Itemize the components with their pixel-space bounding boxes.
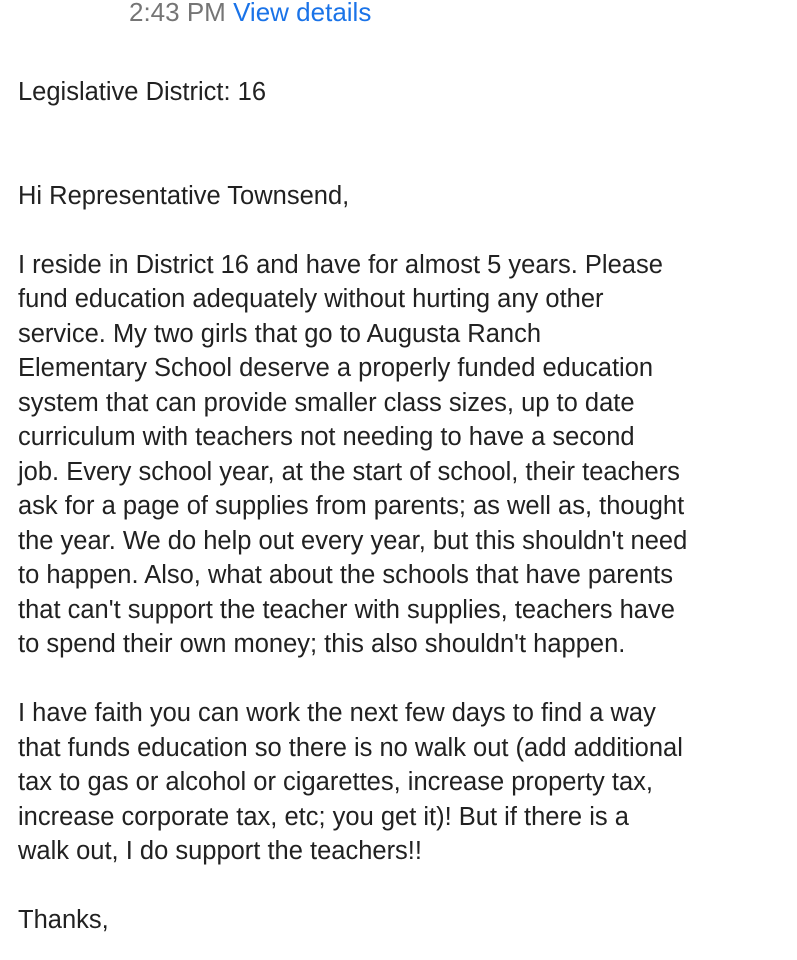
greeting: Hi Representative Townsend, xyxy=(18,181,350,210)
district-line: Legislative District: 16 xyxy=(18,78,267,106)
view-details-link[interactable]: View details xyxy=(233,0,372,27)
paragraph-line: system that can provide smaller class sizes, up to date xyxy=(18,388,635,417)
paragraph-line: to spend their own money; this also shouldn't happen. xyxy=(18,630,626,658)
paragraph-line: I reside in District 16 and have for almost 5 years. Please xyxy=(18,250,663,279)
signoff: Thanks, xyxy=(18,906,109,934)
paragraph-line: to happen. Also, what about the schools that have parents xyxy=(18,561,673,589)
paragraph-line: that can't support the teacher with supplies, teachers have xyxy=(18,595,675,624)
paragraph-line: job. Every school year, at the start of school, their teachers xyxy=(18,457,680,486)
paragraph-line: increase corporate tax, etc; you get it)! But if there is a xyxy=(18,802,629,831)
paragraph-1 xyxy=(18,248,793,662)
paragraph-line: I have faith you can work the next few days to find a way xyxy=(18,699,656,727)
email-body xyxy=(18,75,793,938)
message-time: 2:43 PM xyxy=(129,0,226,27)
paragraph-line: fund education adequately without hurting any other xyxy=(18,285,604,313)
paragraph-line: the year. We do help out every year, but this shouldn't need xyxy=(18,526,688,555)
paragraph-2 xyxy=(18,696,793,869)
paragraph-line: walk out, I do support the teachers!! xyxy=(18,837,422,865)
message-header xyxy=(129,0,371,30)
paragraph-line: ask for a page of supplies from parents; as well as, thought xyxy=(18,492,685,520)
paragraph-line: that funds education so there is no walk out (add additional xyxy=(18,733,683,762)
paragraph-line: Elementary School deserve a properly funded education xyxy=(18,354,654,382)
paragraph-line: tax to gas or alcohol or cigarettes, increase property tax, xyxy=(18,768,653,796)
paragraph-line: service. My two girls that go to Augusta Ranch xyxy=(18,319,541,348)
paragraph-line: curriculum with teachers not needing to have a second xyxy=(18,423,635,451)
